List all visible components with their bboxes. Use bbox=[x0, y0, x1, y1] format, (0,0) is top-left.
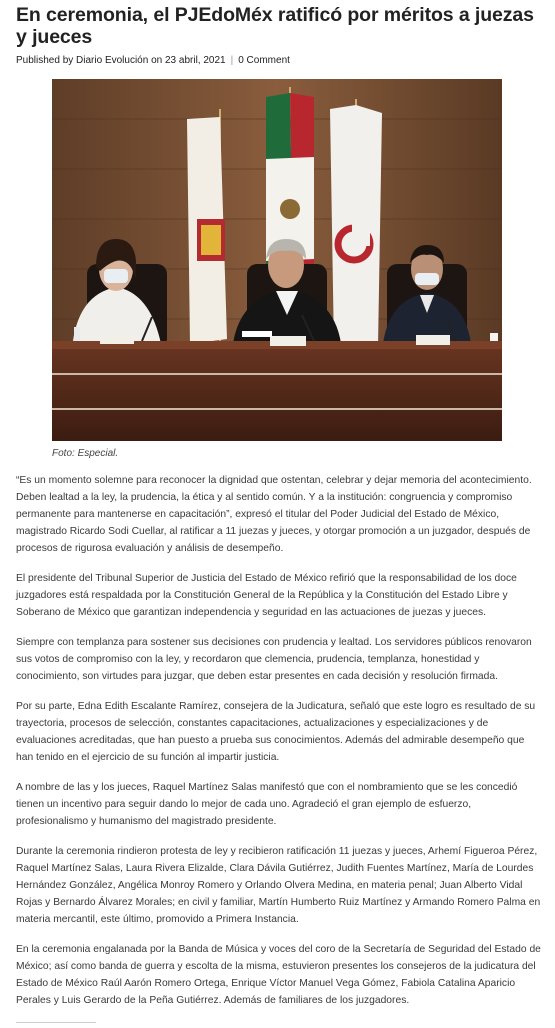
article-title: En ceremonia, el PJEdoMéx ratificó por méritos a juezas y jueces bbox=[16, 4, 534, 48]
article-body bbox=[16, 472, 541, 1009]
article-paragraph: A nombre de las y los jueces, Raquel Martínez Salas manifestó que con el nombramiento que se les concedió tienen un incentivo para seguir dando lo mejor de cada uno. Agradeció el gran ejemplo de esfuerzo, profesionalismo y humanismo del magistrado presidente. bbox=[16, 782, 518, 827]
article-paragraph: El presidente del Tribunal Superior de Justicia del Estado de México refirió que la responsabilidad de los doce juzgadores está respaldada por la Constitución General de la República y la Constitución del Estado Libre y Soberano de México que garantizan independencia y seguridad en las actuaciones de juezas y jueces. bbox=[16, 573, 517, 618]
article-paragraph: Por su parte, Edna Edith Escalante Ramírez, consejera de la Judicatura, señaló que este logro es resultado de su trayectoria, procesos de selección, constantes capacitaciones, actualizaciones y especializaciones y de evaluaciones acreditadas, que han puesto a prueba sus conocimientos. Además del admirable desempeño que han tenido en el ejercicio de su función al impartir justicia. bbox=[16, 701, 536, 763]
article-paragraph: En la ceremonia engalanada por la Banda de Música y voces del coro de la Secretaría de Seguridad del Estado de México; así como banda de guerra y escolta de la misma, estuvieron presentes los consejeros de la judicatura del Estado de México Raúl Aarón Romero Ortega, Enrique Víctor Manuel Vega Gómez, Fabiola Catalina Aparicio Perales y Luis Gerardo de la Peña Gutiérrez. Además de familiares de los juzgadores. bbox=[16, 944, 541, 1006]
article-paragraph: Siempre con templanza para sostener sus decisiones con prudencia y lealtad. Los servidores públicos renovaron sus votos de compromiso con la ley, y recordaron que clemencia, prudencia, templanza, honestidad y conocimiento, son virtudes para juzgar, que deben estar presentes en cada decisión y resolución firmada. bbox=[16, 637, 532, 682]
article-meta bbox=[16, 54, 541, 68]
article-container bbox=[0, 4, 555, 1023]
meta-separator: | bbox=[230, 55, 234, 66]
comments-link[interactable]: 0 Comment bbox=[238, 55, 290, 66]
bottom-divider bbox=[16, 1022, 96, 1023]
date-link[interactable]: 23 abril, 2021 bbox=[165, 55, 226, 66]
article-paragraph: Durante la ceremonia rindieron protesta de ley y recibieron ratificación 11 juezas y jueces, Arhemí Figueroa Pérez, Raquel Martínez Salas, Laura Rivera Elizalde, Clara Dávila Gutiérrez, Judith Fuentes Martínez, María de Lourdes Hernández González, Angélica Monroy Romero y Orlando Olvera Medina, en materia penal; Juan Alberto Vidal Rojas y Bernardo Álvarez Morales; en civil y familiar, Martín Humberto Ruiz Martínez y Armando Romero Palma en materia mercantil, este último, promovido a Primera Instancia. bbox=[16, 846, 541, 925]
photo-caption: Foto: Especial. bbox=[52, 448, 119, 459]
published-by-label: Published by bbox=[16, 55, 74, 66]
on-label: on bbox=[151, 55, 163, 66]
article-figure bbox=[52, 79, 502, 460]
ceremony-photo bbox=[52, 79, 502, 441]
ceremony-photo-illustration bbox=[52, 79, 502, 441]
author-link[interactable]: Diario Evolución bbox=[76, 55, 149, 66]
article-paragraph: “Es un momento solemne para reconocer la dignidad que ostentan, celebrar y dejar memoria del acontecimiento. Deben lealtad a la ley, la prudencia, la ética y al sentido común. Y a la institución: congruencia y compromiso permanente para mantenerse en capacitación”, expresó el titular del Poder Judicial del Estado de México, magistrado Ricardo Sodi Cuellar, al ratificar a 11 juezas y jueces, y otorgar promoción a un juzgador, después de procesos de rigurosa evaluación y análisis de desempeño. bbox=[16, 475, 532, 554]
